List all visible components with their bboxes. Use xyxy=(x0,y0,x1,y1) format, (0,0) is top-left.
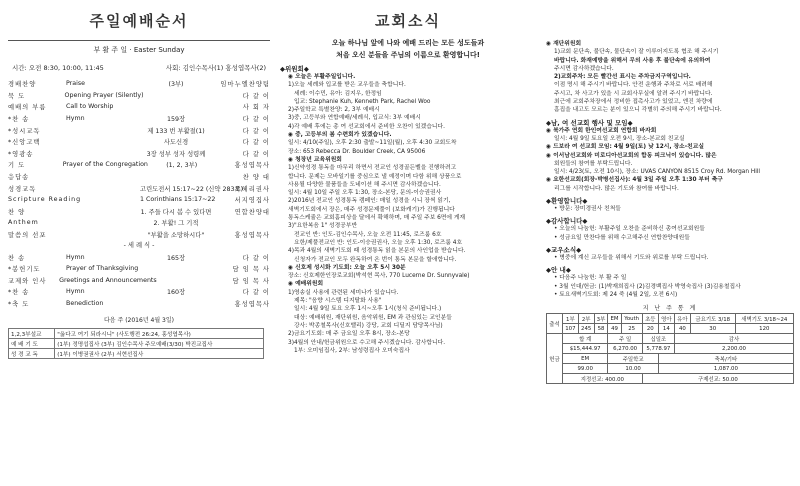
order-item-leader: 다 같 이 xyxy=(242,254,270,262)
next-week-row xyxy=(9,329,264,339)
news-continued-line: ◉ 드보라 여 선교회 모임: 4월 9일(토) 낮 12시, 장소-친교실 xyxy=(546,144,704,151)
offering-header-row-2 xyxy=(547,354,794,364)
order-item-leader: 담 임 목 사 xyxy=(232,277,270,285)
news-line: 4)각 예배 후에는 총 여 선교회에서 준비한 오찬이 있겠습니다. xyxy=(288,123,445,130)
offering-bottom: 지정선교: 400.00 xyxy=(562,374,642,384)
order-item-leader: 찬 양 대 xyxy=(242,174,270,182)
offering-header-row xyxy=(547,334,794,344)
attendance-title: 지 난 주 통 계 xyxy=(642,305,698,313)
order-item-detail: 1 Corinthians 15:17~22 xyxy=(140,196,216,204)
order-item-detail: 160장 xyxy=(166,289,186,297)
offering-value: 6,270.00 xyxy=(608,344,642,354)
news-line: 장소: 신호제한인장로교회(박석현 목사, 770 Lucerne Dr. Sunnyvale) xyxy=(288,273,470,280)
news-line: 요한/제풀전교인 반: 인도-이승권권사, 오늘 오후 1:30, 로즈룸 4호 xyxy=(294,239,463,246)
order-item-leader: 오혜리권사 xyxy=(234,185,270,193)
order-item-leader: 다 같 이 xyxy=(242,150,270,158)
news-continued-line: • 토요새벽기도회: 제 24 죽 (4월 2일, 오전 6시) xyxy=(554,291,678,298)
order-item-name: *신앙고백 xyxy=(8,139,41,147)
order-row xyxy=(8,206,270,218)
news-line: ◉ 중, 고등부의 봄 수련회가 있겠습니다. xyxy=(288,132,392,139)
order-item-detail: 제 133 번 부활절(1) xyxy=(147,127,205,135)
order-item-name: 찬 송 xyxy=(8,254,26,262)
news-line: ◉ 오늘은 부활주일입니다. xyxy=(288,74,356,80)
attendance-header-row xyxy=(547,314,794,324)
order-item-detail: "부활을 소망하시다" xyxy=(147,232,205,240)
offering-value: $15,444.97 xyxy=(562,344,607,354)
order-item-name: 교제와 인사 xyxy=(8,277,47,285)
order-row xyxy=(8,182,270,194)
order-item-leader: 다 같 이 xyxy=(242,139,270,147)
news-title: 교회소식 xyxy=(375,12,441,30)
attendance-value: 14 xyxy=(658,324,674,334)
service-subtitle: 부 활 주 일 · Easter Sunday xyxy=(93,46,185,54)
news-line: 입교: Stephanie Kuh, Kenneth Park, Rachel Woo xyxy=(294,98,431,105)
order-row xyxy=(8,113,270,125)
news-continued-line: ◉ 재단위원회 xyxy=(546,41,582,47)
order-row xyxy=(8,78,270,90)
order-row xyxy=(8,275,270,287)
next-week-value: (1부) 이병권권사 (2부) 서현선집사 xyxy=(55,349,264,359)
next-week-label: 1,2,3부설교 xyxy=(9,329,55,339)
news-continued-line: 주시고, 차 사고가 있을 시 교회사무실에 알려 주시기 바랍니다. xyxy=(554,90,713,97)
attendance-header: 금요기도 3/18 xyxy=(690,314,735,324)
order-list xyxy=(8,78,270,309)
offering-value: 99.00 xyxy=(562,364,607,374)
attendance-header: 새벽기도 3/18~24 xyxy=(735,314,793,324)
news-line: 합니다. 문제는 모바일기를 중심으로 낼 예정이며 다함 위해 상품으로 xyxy=(288,173,462,180)
news-continued-line: 리그를 시작합니다. 많은 기도와 참여를 바랍니다. xyxy=(554,185,679,192)
order-item-detail: 2. 부활! 그 기적 xyxy=(153,220,199,228)
news-line: 일시: 4/10(주일), 오후 2:30 출발~11일(월), 오후 4:30 교회도착 xyxy=(288,140,457,147)
attendance-value: 30 xyxy=(690,324,735,334)
offering-bottom: 구제선교: 50.00 xyxy=(642,374,793,384)
offering-side-label: 헌금 xyxy=(547,334,563,384)
news-continued-line: 일시: 4월 9일 토요일 오전 9시, 장소-본교회 친교실 xyxy=(554,135,685,142)
order-item-english: Hymn xyxy=(66,115,85,123)
news-continued-column xyxy=(546,0,794,486)
attendance-value: 107 xyxy=(562,324,578,334)
news-line: 신청자가 전교인 모두 완독하여 온 번이 통독 본문을 할애합니다. xyxy=(294,256,457,263)
order-row xyxy=(8,136,270,148)
order-item-leader: 홍성엽목사 xyxy=(234,300,270,308)
order-item-detail: (1, 2, 3부) xyxy=(166,162,198,170)
attendance-header: 2부 xyxy=(578,314,594,324)
order-item-detail: (3부) xyxy=(168,81,184,89)
order-row xyxy=(8,251,270,263)
order-item-name: 예배의 부름 xyxy=(8,104,47,112)
order-item-name: *축 도 xyxy=(8,300,30,308)
attendance-value: 58 xyxy=(594,324,608,334)
news-line: ◉ 예배위원회 xyxy=(288,281,324,288)
order-item-english: Prayer of the Congregation xyxy=(62,161,148,169)
news-line: ◆위원회◆ xyxy=(280,65,309,73)
news-line: 대상: 예배위원, 재단위원, 음악위원, EM 과 관심있는 교인분들 xyxy=(294,314,452,321)
offering-bottom-row xyxy=(547,374,794,384)
divider xyxy=(8,40,270,41)
order-item-name: 찬 양 xyxy=(8,208,26,216)
news-continued-line: ◆감사합니다◆ xyxy=(546,217,588,226)
attendance-value: 245 xyxy=(578,324,594,334)
news-continued-line: ◉ 요한선교회(회장-박병선집사): 4월 3일 주일 오후 1:30 부터 축구 xyxy=(546,177,723,184)
order-item-english: Hymn xyxy=(66,288,85,296)
order-row xyxy=(8,124,270,136)
attendance-value: 25 xyxy=(621,324,642,334)
order-item-name: *찬 송 xyxy=(8,289,30,297)
order-row xyxy=(8,171,270,183)
news-continued-line: 최근에 교회주차장에서 정비한 접촉사고가 있었고, 엔진 차량에 xyxy=(554,99,713,106)
next-week-value: (1부) 정명섭집사 (3부) 김인수목사 주모예배(3/30) 박진교집사 xyxy=(55,339,264,349)
news-line: 2)2016년 전교인 성경통독 캠페인: 매일 성경을 시니 장씩 읽기, xyxy=(288,198,451,205)
news-line: ◉ 청장년 교육위원회 xyxy=(288,156,342,163)
news-line: 장소: 653 Rebecca Dr. Boulder Creek, CA 95006 xyxy=(288,148,426,155)
news-line: 2)금요기도회: 매 주 금요일 오후 8시, 장소-본당 xyxy=(288,331,410,338)
order-item-leader: 다 같 이 xyxy=(242,127,270,135)
order-item-detail: 고린도전서 15:17~22 (신약 283쪽) xyxy=(140,185,244,193)
order-item-name: Scripture Reading xyxy=(8,196,82,204)
news-continued-line: ◆남, 여 선교회 행사 및 모임◆ xyxy=(546,118,633,127)
service-presider: 사회: 김인수목사(1) 홍성엽목사(2) xyxy=(165,64,266,72)
next-week-label: 예 배 기 도 xyxy=(9,339,55,349)
news-continued-list xyxy=(546,40,794,299)
news-line: 1부: 오미임집사, 2부: 남성령집사 오미숙집사 xyxy=(294,347,410,354)
news-continued-line: 일시: 4/23(토, 오전 10시), 장소: UVAS CANYON 8515 Croy Rd. Morgan Hill xyxy=(554,169,761,176)
order-row xyxy=(8,263,270,275)
news-line: 전교인 반: 인도-김인수목사, 오늘 오전 11:45, 로즈룸 6호 xyxy=(294,231,442,238)
order-item-english: Prayer of Thanksgiving xyxy=(66,265,139,273)
order-row xyxy=(8,90,270,102)
order-item-detail: 사도신경 xyxy=(163,139,189,147)
next-week-table xyxy=(8,328,264,359)
news-continued-line: ◆안 내◆ xyxy=(546,266,571,275)
news-line: 일시: 4월 9일 토요 오후 1시~오후 1시(청식 준비됩니다.) xyxy=(294,306,442,313)
order-item-english: Benediction xyxy=(66,299,104,307)
news-continued-line: • 3월 인대/헌금: (1)박재희집사 (2)김경백집사 박영숙집사 (3)김용철집사 xyxy=(554,283,741,290)
offering-header: 축복/기타 xyxy=(658,354,793,364)
news-line: 2)주일학교 특별찬양: 2, 3부 예배시 xyxy=(288,107,380,114)
order-item-name: Anthem xyxy=(8,219,39,227)
order-item-name: 기 도 xyxy=(8,162,26,170)
news-line: ◉ 신호제 성시화 기도회: 오늘 오후 5시 30분 xyxy=(288,264,406,271)
news-line: 4)목과 4월의 새벽기도회 때 성경통독 읽을 본문의 사인업을 받습니다. xyxy=(288,248,466,255)
news-continued-line: ◆환영합니다◆ xyxy=(546,197,588,206)
welcome-line-1: 오늘 하나님 앞에 나와 예배 드리는 모든 성도들과 xyxy=(331,39,485,47)
order-item-english: Call to Worship xyxy=(66,103,114,111)
offering-value-row xyxy=(547,344,794,354)
news-line: 일시: 4월 10일 주일 오후 1:30, 장소-본당, 문의-이승권권사 xyxy=(288,190,442,197)
order-row xyxy=(8,286,270,298)
order-item-english: Greetings and Announcements xyxy=(59,276,157,284)
order-row xyxy=(8,148,270,160)
attendance-table xyxy=(546,313,794,384)
attendance-header: 초등 xyxy=(642,314,658,324)
order-item-name: 응답송 xyxy=(8,174,30,182)
offering-header: 십일조 xyxy=(642,334,674,344)
news-line: 1)오늘 세례와 입교를 받은 교우들을 축합니다. xyxy=(288,82,406,89)
order-item-english: Hymn xyxy=(66,253,85,261)
order-item-name: *영광송 xyxy=(8,150,34,158)
order-item-english: Praise xyxy=(66,80,86,88)
news-continued-line: 회원들의 참여를 부탁드립니다. xyxy=(554,160,633,167)
offering-header: EM xyxy=(562,354,607,364)
news-line: 1)영송실 사용에 관련된 세미나가 있습니다. xyxy=(288,289,399,296)
attendance-value: 40 xyxy=(674,324,690,334)
news-continued-line: • 병중에 계신 교우들을 위해서 기도와 위로를 부탁 드립니다. xyxy=(554,254,709,261)
order-item-name: *찬 송 xyxy=(8,116,30,124)
next-week-label: 성 경 교 독 xyxy=(9,349,55,359)
order-row xyxy=(8,298,270,310)
order-item-detail: 165장 xyxy=(166,254,186,262)
news-continued-line: • 성금요일 만찬다를 위해 수고해주신 연합찬양대원들 xyxy=(554,234,690,241)
news-line: 통독스케쥴은 교회홈피상을 달에서 확해하며, 매 주일 주보 6면에 게재 xyxy=(288,215,466,222)
offering-header: 주 일 xyxy=(608,334,642,344)
news-continued-line: 주시면 감사하겠습니다. xyxy=(554,65,614,72)
order-item-detail: 3장 성부 성자 성령께 xyxy=(146,150,206,158)
news-continued-line: 흠집을 내고도 모르는 분이 있으니 각별히 주의해 주시기 바랍니다. xyxy=(554,107,722,114)
order-item-leader: 임마누엘찬양팀 xyxy=(220,81,270,89)
offering-value: 1,087.00 xyxy=(658,364,793,374)
offering-header: 합 계 xyxy=(562,334,607,344)
attendance-side-label: 출석 xyxy=(547,314,563,334)
order-item-leader: 서지영집사 xyxy=(234,197,270,205)
order-item-leader: 담 임 목 사 xyxy=(232,266,270,274)
news-line: 3)"요한복음 1" 성경공부반 xyxy=(288,223,358,230)
attendance-header: 1부 xyxy=(562,314,578,324)
order-item-name: 경배찬양 xyxy=(8,81,37,89)
news-continued-line: • 다음주 나눔헌: 부 활 주 일 xyxy=(554,275,627,282)
order-item-name: 말씀의 선포 xyxy=(8,232,47,240)
news-line: 사용될 다양한 물품들을 도네이션 해 주시면 감사하겠습니다. xyxy=(288,181,441,188)
order-item-name: *봉헌기도 xyxy=(8,266,41,274)
worship-order-title: 주일예배순서 xyxy=(89,12,189,30)
news-continued-line: 1)교회 문단속, 불단속, 물단속이 잘 이루어지도록 협조 해 주시기 xyxy=(554,49,719,56)
offering-value-row-2 xyxy=(547,364,794,374)
order-item-leader: 사 회 자 xyxy=(242,104,270,112)
order-item-detail: 1. 주들 다시 봄 수 있다면 xyxy=(140,208,212,216)
attendance-value: 49 xyxy=(608,324,621,334)
attendance-value: 20 xyxy=(642,324,658,334)
order-center-item: - 세 례 식 - xyxy=(123,242,155,250)
service-time-row xyxy=(12,63,266,72)
order-item-leader: 홍성엽목사 xyxy=(234,162,270,170)
news-line: 3)중, 고등부와 연합예배/세례식, 입교식: 3부 예배시 xyxy=(288,115,421,122)
attendance-value: 120 xyxy=(735,324,793,334)
offering-value: 2,200.00 xyxy=(674,344,793,354)
news-line: 새벽기도회에서 장은, 매주 성경문제풀이 (보화캐기)가 진행됩니다 xyxy=(288,206,455,213)
next-week-value: "옳다고 여기 되라시니" (사도행전 26:24, 홍성엽목사) xyxy=(55,329,264,339)
news-continued-line: • 오늘의 나눔헌: 부활주일 오찬을 준비하신 총여선교회원들 xyxy=(554,226,705,233)
news-line: 제목: "음향 시스템 디지탈화 사용" xyxy=(294,298,382,305)
order-row xyxy=(8,229,270,241)
attendance-header: 영아 xyxy=(658,314,674,324)
news-continued-line: 이점 명시 해 주시기 바랍니다. 안전 운행과 주차로 서로 배려해 xyxy=(554,82,713,89)
news-line: 1)신약성경 통독을 마무리 하면서 전교인 성경골든벨을 진행하려고 xyxy=(288,165,457,172)
news-line: 세례: 이수민, 유아: 김지우, 한정임 xyxy=(294,90,382,97)
offering-value: 10.00 xyxy=(608,364,658,374)
next-week-row xyxy=(9,349,264,359)
attendance-header: 3부 xyxy=(594,314,608,324)
order-item-name: 묵 도 xyxy=(8,92,26,100)
news-list xyxy=(280,64,536,355)
church-news-column xyxy=(280,0,536,486)
worship-order-column xyxy=(8,0,270,486)
order-item-detail: 159장 xyxy=(166,116,186,124)
order-row xyxy=(8,217,270,229)
order-item-leader: 홍성엽목사 xyxy=(234,232,270,240)
offering-value: 5,778.97 xyxy=(642,344,674,354)
news-continued-line: 2)교회주차: 모든 빨간선 표시는 주차금지구역입니다. xyxy=(554,74,691,81)
attendance-header: 유아 xyxy=(674,314,690,324)
offering-header: 주일학교 xyxy=(608,354,658,364)
order-item-name: *성시교독 xyxy=(8,127,41,135)
order-item-leader: 다 같 이 xyxy=(242,289,270,297)
order-item-name: 성경교독 xyxy=(8,185,37,193)
news-continued-line: ◉ 북가주 연회 한인여선교회 연합회 바자회 xyxy=(546,127,657,134)
news-line: 강사: 박종철목사(신호밸리) 강당, 교회 디딜지 담당목사님) xyxy=(294,322,443,329)
next-week-caption: 다음 주 (2016년 4월 3일) xyxy=(104,317,174,325)
order-item-leader: 연합찬양대 xyxy=(234,208,270,216)
order-item-english: Opening Prayer (Silently) xyxy=(64,91,144,99)
news-continued-line: • 방문: 장미경권사 친척들 xyxy=(554,206,621,213)
attendance-header: EM xyxy=(608,314,621,324)
news-continued-line: 바랍니다. 화재예방을 위해서 무의 사용 후 불단속에 유의하여 xyxy=(554,57,711,64)
order-row xyxy=(8,194,270,206)
order-item-leader: 다 같 이 xyxy=(242,116,270,124)
service-time: 시간: 오전 8:30, 10:00, 11:45 xyxy=(12,64,104,72)
news-continued-line: ◆교우소식◆ xyxy=(546,245,582,254)
order-row xyxy=(8,159,270,171)
news-line: 3)4월의 안내/헌금위원으로 수고해 주시겠습니다. 감사합니다. xyxy=(288,339,446,346)
attendance-value-row xyxy=(547,324,794,334)
next-week-row xyxy=(9,339,264,349)
offering-header: 감사 xyxy=(674,334,793,344)
order-row xyxy=(8,101,270,113)
order-item-leader: 다 같 이 xyxy=(242,92,270,100)
news-continued-line: ◉ 이서남선교회와 미로디아선교회의 합동 피크닉이 있습니다. 많은 xyxy=(546,152,717,159)
attendance-header: Youth xyxy=(621,314,642,324)
welcome-line-2: 처음 오신 분들을 주님의 이름으로 환영합니다! xyxy=(336,51,480,59)
